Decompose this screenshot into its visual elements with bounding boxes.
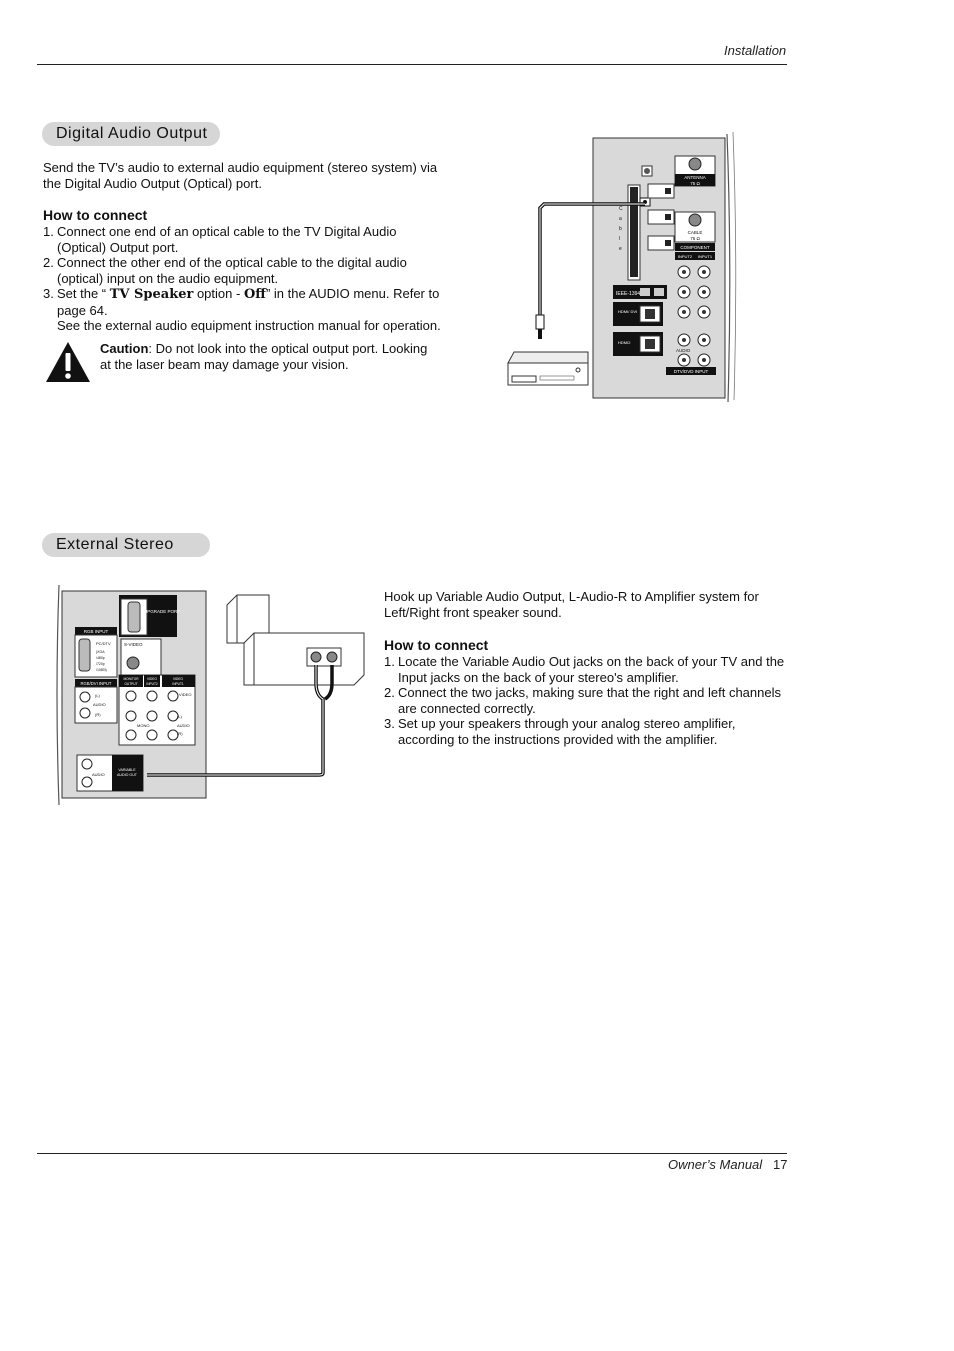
svg-text:MONO: MONO (137, 723, 150, 728)
antenna-label: ANTENNA (684, 175, 706, 180)
svg-text:VIDEO: VIDEO (179, 692, 192, 697)
external-step-3: 3. Set up your speakers through your analog stereo amplifier, according to the instructions provided with the amplifier. (384, 716, 736, 747)
running-header: Installation (724, 43, 787, 58)
external-steps (384, 654, 788, 747)
external-how-to-heading: How to connect (384, 637, 489, 653)
svg-text:MONITOR: MONITOR (123, 677, 139, 681)
svg-text:(R): (R) (177, 731, 183, 736)
svg-text:AUDIO: AUDIO (93, 702, 106, 707)
section-title-digital-audio: Digital Audio Output (42, 122, 220, 146)
digital-step-3: 3. Set the “ TV Speaker option - Off” in the AUDIO menu. Refer to page 64. See the external audio equipment instruction manual for operation. (43, 286, 441, 333)
header-rule (37, 64, 787, 65)
svg-text:a: a (619, 216, 622, 222)
rgb-dvi-input-label: RGB/DVI INPUT (80, 681, 112, 686)
svg-text:AUDIO: AUDIO (177, 723, 190, 728)
svg-text:INPUT2: INPUT2 (146, 682, 158, 686)
svg-text:(L): (L) (177, 714, 182, 719)
svg-text:e: e (619, 246, 622, 252)
svg-text:INPUT1: INPUT1 (697, 254, 713, 259)
svg-text:75 Ω: 75 Ω (690, 181, 700, 186)
dtv-dvd-input-label: DTV/DVD INPUT (673, 369, 709, 374)
cable-label: CABLE (687, 230, 703, 235)
off-value: Off (243, 287, 266, 302)
external-intro: Hook up Variable Audio Output, L-Audio-R to Amplifier system for Left/Right front speaker sound. (384, 589, 759, 620)
svg-text:INPUT2: INPUT2 (677, 254, 693, 259)
footer-manual: Owner’s Manual (668, 1157, 763, 1172)
svg-text:PC/DTV: PC/DTV (96, 641, 111, 646)
svg-text:/720p: /720p (96, 662, 105, 666)
caution-label: Caution (100, 341, 149, 356)
digital-audio-connection-diagram (500, 130, 760, 405)
svg-text:/1080i): /1080i) (96, 668, 107, 672)
cable-card-label: C (619, 206, 623, 212)
tv-speaker-option: TV Speaker (109, 287, 194, 302)
digital-step-2: 2. Connect the other end of the optical cable to the digital audio (optical) input on the audio equipment. (43, 255, 407, 286)
caution-text: : Do not look into the optical output port. Looking at the laser beam may damage your vision. (100, 341, 428, 372)
digital-intro: Send the TV’s audio to external audio equipment (stereo system) via the Digital Audio Output (Optical) port. (43, 160, 438, 191)
digital-steps (43, 224, 443, 334)
digital-step-1: 1. Connect one end of an optical cable to the TV Digital Audio (Optical) Output port. (43, 224, 397, 255)
svg-text:AUDIO: AUDIO (676, 348, 691, 353)
caution-warning-icon (44, 340, 92, 384)
rgb-input-label: RGB INPUT (83, 629, 109, 634)
svg-text:(XGA: (XGA (96, 650, 105, 654)
external-step-1: 1. Locate the Variable Audio Out jacks on the back of your TV and the Input jacks on the back of your stereo's amplifier. (384, 654, 785, 685)
external-step-2: 2. Connect the two jacks, making sure that the right and left channels are connected correctly. (384, 685, 781, 716)
svg-text:75 Ω: 75 Ω (690, 236, 700, 241)
hdmi-label: HDMI/ DVI (618, 309, 638, 314)
svg-text:VIDEO: VIDEO (147, 677, 157, 681)
svg-text:b: b (619, 226, 622, 232)
svideo-label: S-VIDEO (124, 642, 143, 647)
caution-note (100, 341, 435, 372)
page-number: 17 (773, 1157, 788, 1172)
digital-how-to-heading: How to connect (43, 207, 148, 223)
footer-rule (37, 1153, 787, 1154)
svg-text:AUDIO OUT: AUDIO OUT (117, 773, 137, 777)
svg-text:VIDEO: VIDEO (173, 677, 183, 681)
footer (668, 1157, 788, 1172)
svg-text:OUTPUT: OUTPUT (124, 682, 138, 686)
svg-text:INPUT1: INPUT1 (172, 682, 184, 686)
section-title-external-stereo: External Stereo (42, 533, 210, 557)
external-stereo-connection-diagram (55, 583, 375, 813)
upgrade-port-label: UPGRADE PORT (144, 609, 180, 614)
svg-text:HDMI2: HDMI2 (618, 340, 631, 345)
svg-text:VARIABLE: VARIABLE (118, 768, 136, 772)
svg-text:(R): (R) (95, 712, 101, 717)
svg-text:/480p: /480p (96, 656, 105, 660)
svg-text:AUDIO: AUDIO (92, 772, 105, 777)
svg-text:l: l (619, 236, 621, 242)
ieee-label: IEEE-1394 (616, 291, 641, 297)
svg-text:(L): (L) (95, 693, 100, 698)
component-label: COMPONENT (680, 245, 710, 250)
digital-step-3-note: See the external audio equipment instruction manual for operation. (57, 318, 441, 333)
